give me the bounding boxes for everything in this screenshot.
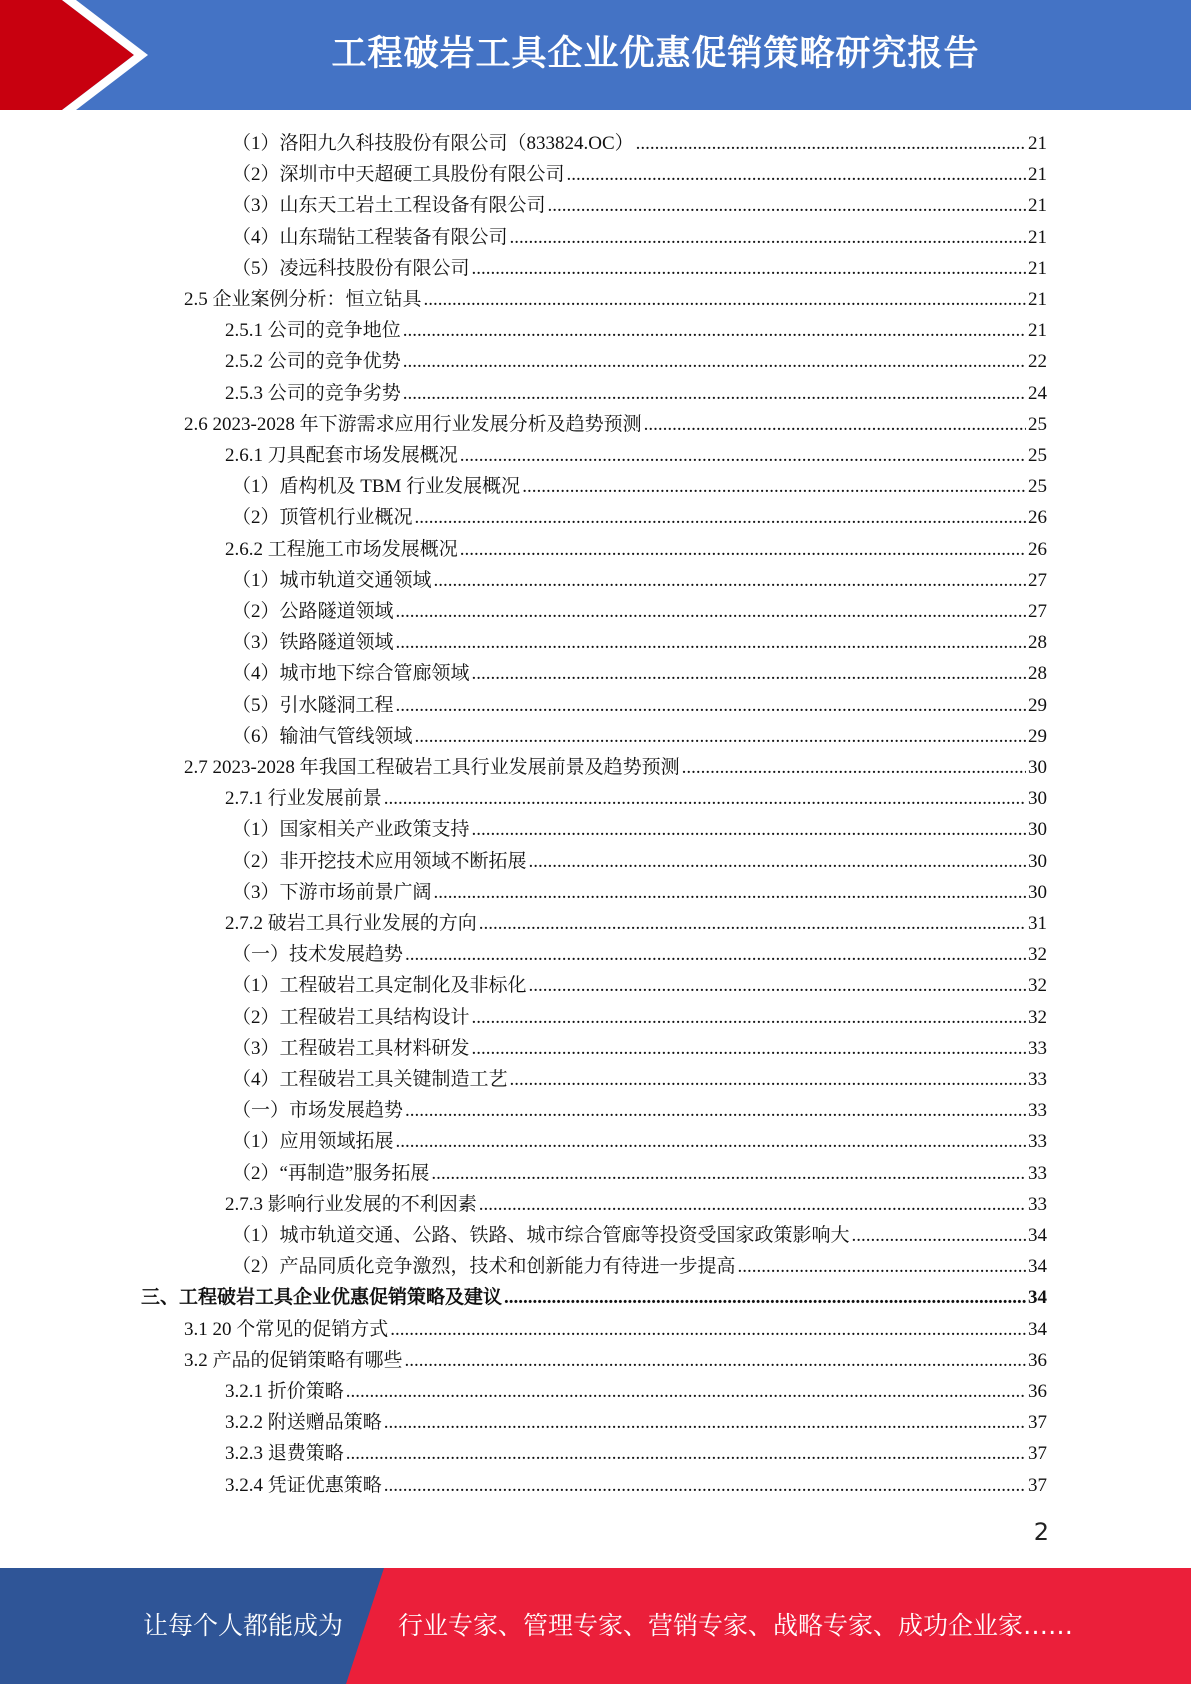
toc-entry-title: 2.6.2 工程施工市场发展概况	[225, 538, 458, 560]
toc-dot-leader	[384, 783, 1026, 814]
toc-dot-leader	[396, 690, 1026, 721]
toc-dot-leader	[415, 721, 1026, 752]
toc-entry-page: 36	[1028, 1349, 1047, 1371]
toc-dot-leader	[434, 565, 1026, 596]
toc-entry-page: 37	[1028, 1443, 1047, 1465]
toc-entry[interactable]	[184, 284, 1047, 315]
toc-entry[interactable]	[232, 253, 1047, 284]
toc-entry-title: 2.7.3 影响行业发展的不利因素	[225, 1193, 477, 1215]
toc-entry[interactable]	[184, 1345, 1047, 1376]
toc-entry-title: （2）公路隧道领域	[232, 601, 394, 622]
toc-dot-leader	[479, 908, 1026, 939]
toc-entry-page: 34	[1028, 1256, 1047, 1278]
toc-dot-leader	[403, 346, 1026, 377]
toc-entry[interactable]	[232, 159, 1047, 190]
toc-entry-page: 25	[1028, 413, 1047, 435]
toc-entry-title: 3.2.1 折价策略	[225, 1381, 344, 1402]
toc-entry-page: 30	[1028, 788, 1047, 810]
toc-entry-page: 30	[1028, 850, 1047, 872]
toc-entry-title: （3）工程破岩工具材料研发	[232, 1037, 470, 1059]
toc-dot-leader	[405, 1095, 1026, 1126]
toc-entry-title: （5）引水隧洞工程	[232, 694, 394, 716]
toc-entry-title: （2）产品同质化竞争激烈，技术和创新能力有待进一步提高	[232, 1256, 736, 1278]
toc-entry-title: （4）工程破岩工具关键制造工艺	[232, 1069, 508, 1090]
toc-entry-title: （1）城市轨道交通、公路、铁路、城市综合管廊等投资受国家政策影响大	[232, 1225, 850, 1246]
toc-dot-leader	[529, 970, 1026, 1001]
toc-entry-title: （4）山东瑞钻工程装备有限公司	[232, 226, 508, 248]
toc-dot-leader	[434, 877, 1026, 908]
toc-dot-leader	[405, 939, 1026, 970]
toc-entry[interactable]	[232, 721, 1047, 752]
toc-dot-leader	[403, 378, 1026, 409]
toc-entry-title: （1）工程破岩工具定制化及非标化	[232, 975, 527, 997]
toc-entry-page: 27	[1028, 569, 1047, 591]
toc-entry-page: 24	[1028, 382, 1047, 404]
toc-entry-page: 33	[1028, 1100, 1047, 1122]
toc-entry[interactable]	[232, 1095, 1047, 1126]
toc-entry-title: 三、工程破岩工具企业优惠促销策略及建议	[141, 1287, 503, 1309]
page-footer	[0, 1568, 1191, 1684]
toc-entry-title: 2.6 2023-2028 年下游需求应用行业发展分析及趋势预测	[184, 413, 642, 435]
page-header	[0, 0, 1191, 110]
toc-entry-page: 29	[1028, 694, 1047, 716]
toc-entry-page: 32	[1028, 944, 1047, 966]
toc-entry-title: （一）技术发展趋势	[232, 944, 404, 966]
toc-entry-title: （3）下游市场前景广阔	[232, 881, 432, 903]
toc-entry-title: 3.1 20 个常见的促销方式	[184, 1318, 389, 1340]
toc-dot-leader	[472, 814, 1026, 845]
toc-entry-title: 3.2.3 退费策略	[225, 1443, 344, 1465]
header-chevron-decoration	[0, 0, 160, 110]
toc-entry[interactable]	[232, 1002, 1047, 1033]
report-title: 工程破岩工具企业优惠促销策略研究报告	[331, 34, 980, 74]
toc-entry-page: 36	[1028, 1381, 1047, 1402]
toc-entry[interactable]	[225, 378, 1047, 409]
toc-entry-page: 33	[1028, 1131, 1047, 1153]
toc-entry-title: 2.5.2 公司的竞争优势	[225, 351, 401, 373]
toc-entry-page: 34	[1028, 1225, 1047, 1246]
toc-entry[interactable]	[232, 690, 1047, 721]
toc-entry[interactable]	[225, 440, 1047, 471]
toc-entry[interactable]	[225, 1189, 1047, 1220]
toc-entry-title: 2.5.3 公司的竞争劣势	[225, 382, 401, 404]
toc-dot-leader	[510, 1064, 1026, 1095]
toc-entry[interactable]	[225, 783, 1047, 814]
toc-entry[interactable]	[232, 658, 1047, 689]
toc-entry-page: 37	[1028, 1474, 1047, 1496]
toc-entry[interactable]	[232, 502, 1047, 533]
toc-entry-page: 32	[1028, 1006, 1047, 1028]
toc-entry-page: 21	[1028, 164, 1047, 186]
toc-entry-title: （5）凌远科技股份有限公司	[232, 257, 470, 279]
toc-entry[interactable]	[232, 846, 1047, 877]
toc-entry-title: 2.7 2023-2028 年我国工程破岩工具行业发展前景及趋势预测	[184, 757, 680, 778]
footer-slogan-right: 行业专家、管理专家、营销专家、战略专家、成功企业家……	[398, 1611, 1074, 1640]
page-number: 2	[1033, 1518, 1049, 1546]
toc-entry-page: 25	[1028, 476, 1047, 498]
toc-entry-title: （1）盾构机及 TBM 行业发展概况	[232, 476, 521, 498]
toc-entry[interactable]	[232, 1126, 1047, 1157]
toc-entry[interactable]	[232, 1251, 1047, 1282]
toc-entry-title: 3.2.4 凭证优惠策略	[225, 1474, 382, 1496]
toc-entry[interactable]	[232, 222, 1047, 253]
toc-dot-leader	[548, 190, 1026, 221]
toc-entry[interactable]	[232, 970, 1047, 1001]
toc-entry[interactable]	[184, 752, 1047, 783]
toc-dot-leader	[346, 1376, 1026, 1407]
toc-dot-leader	[424, 284, 1026, 315]
toc-entry-page: 30	[1028, 757, 1047, 778]
toc-dot-leader	[510, 222, 1026, 253]
toc-dot-leader	[431, 1158, 1026, 1189]
toc-entry-page: 30	[1028, 881, 1047, 903]
toc-dot-leader	[396, 627, 1026, 658]
toc-entry-title: （4）城市地下综合管廊领域	[232, 663, 470, 685]
toc-entry[interactable]	[225, 346, 1047, 377]
toc-dot-leader	[472, 1002, 1026, 1033]
toc-entry[interactable]	[232, 1158, 1047, 1189]
toc-entry-page: 37	[1028, 1412, 1047, 1434]
toc-entry-title: （3）山东天工岩土工程设备有限公司	[232, 195, 546, 217]
toc-entry[interactable]	[232, 1064, 1047, 1095]
toc-dot-leader	[472, 1033, 1026, 1064]
toc-entry-title: （1）城市轨道交通领域	[232, 569, 432, 591]
toc-dot-leader	[522, 471, 1026, 502]
toc-dot-leader	[384, 1407, 1026, 1438]
toc-entry[interactable]	[225, 1438, 1047, 1469]
toc-entry[interactable]	[225, 1407, 1047, 1438]
toc-entry[interactable]	[225, 534, 1047, 565]
toc-entry[interactable]	[232, 1033, 1047, 1064]
toc-entry-page: 28	[1028, 632, 1047, 654]
toc-dot-leader	[396, 596, 1026, 627]
toc-entry-title: 2.6.1 刀具配套市场发展概况	[225, 445, 458, 466]
toc-entry-page: 21	[1028, 226, 1047, 248]
toc-entry-title: （一）市场发展趋势	[232, 1100, 404, 1122]
toc-dot-leader	[636, 128, 1026, 159]
toc-entry-title: （1）国家相关产业政策支持	[232, 819, 470, 841]
toc-entry-title: （2）深圳市中天超硬工具股份有限公司	[232, 164, 565, 186]
toc-entry[interactable]	[232, 565, 1047, 596]
toc-entry[interactable]	[184, 409, 1047, 440]
toc-entry-title: 2.7.2 破岩工具行业发展的方向	[225, 913, 477, 934]
toc-entry-title: （1）洛阳九久科技股份有限公司（833824.OC）	[232, 133, 634, 154]
toc-dot-leader	[738, 1251, 1026, 1282]
toc-entry[interactable]	[225, 1376, 1047, 1407]
toc-dot-leader	[346, 1438, 1026, 1469]
toc-entry-page: 22	[1028, 351, 1047, 373]
toc-dot-leader	[479, 1189, 1026, 1220]
toc-entry-title: （3）铁路隧道领域	[232, 632, 394, 654]
toc-entry[interactable]	[225, 1470, 1047, 1501]
toc-entry-title: （2）工程破岩工具结构设计	[232, 1006, 470, 1028]
toc-dot-leader	[460, 440, 1026, 471]
toc-entry-page: 26	[1028, 538, 1047, 560]
toc-entry-page: 25	[1028, 445, 1047, 466]
toc-entry-title: 2.7.1 行业发展前景	[225, 788, 382, 810]
toc-dot-leader	[682, 752, 1026, 783]
toc-entry-title: （2）非开挖技术应用领域不断拓展	[232, 850, 527, 872]
toc-entry[interactable]	[232, 814, 1047, 845]
toc-entry-page: 33	[1028, 1162, 1047, 1184]
toc-dot-leader	[390, 1314, 1026, 1345]
toc-entry-page: 33	[1028, 1037, 1047, 1059]
toc-entry-page: 27	[1028, 601, 1047, 622]
toc-entry[interactable]	[225, 908, 1047, 939]
toc-entry-page: 31	[1028, 913, 1047, 934]
toc-dot-leader	[405, 1345, 1026, 1376]
toc-dot-leader	[396, 1126, 1026, 1157]
toc-dot-leader	[384, 1470, 1026, 1501]
toc-dot-leader	[472, 253, 1026, 284]
toc-entry-page: 28	[1028, 663, 1047, 685]
toc-dot-leader	[529, 846, 1026, 877]
toc-entry[interactable]	[232, 128, 1047, 159]
toc-dot-leader	[460, 534, 1026, 565]
toc-entry-page: 30	[1028, 819, 1047, 841]
footer-slogan-left: 让每个人都能成为	[143, 1611, 344, 1640]
toc-entry-page: 34	[1028, 1287, 1047, 1309]
toc-entry[interactable]	[232, 1220, 1047, 1251]
toc-entry[interactable]	[232, 471, 1047, 502]
toc-entry[interactable]	[141, 1282, 1047, 1313]
toc-entry-page: 21	[1028, 257, 1047, 279]
toc-entry-page: 33	[1028, 1069, 1047, 1090]
toc-dot-leader	[644, 409, 1026, 440]
toc-entry-page: 21	[1028, 195, 1047, 217]
toc-dot-leader	[504, 1282, 1026, 1313]
toc-entry-page: 26	[1028, 507, 1047, 529]
toc-entry[interactable]	[184, 1314, 1047, 1345]
toc-entry-page: 21	[1028, 289, 1047, 310]
toc-entry[interactable]	[232, 939, 1047, 970]
toc-entry-title: （6）输油气管线领域	[232, 725, 413, 747]
toc-entry-title: 3.2 产品的促销策略有哪些	[184, 1349, 403, 1371]
toc-entry-page: 33	[1028, 1193, 1047, 1215]
toc-entry-page: 29	[1028, 725, 1047, 747]
toc-entry[interactable]	[232, 877, 1047, 908]
toc-entry[interactable]	[232, 596, 1047, 627]
toc-entry-title: （2）“再制造”服务拓展	[232, 1162, 430, 1184]
toc-entry[interactable]	[232, 627, 1047, 658]
toc-entry-page: 34	[1028, 1318, 1047, 1340]
toc-dot-leader	[567, 159, 1026, 190]
toc-entry[interactable]	[232, 190, 1047, 221]
toc-entry-title: （2）顶管机行业概况	[232, 507, 413, 529]
toc-entry-title: 3.2.2 附送赠品策略	[225, 1412, 382, 1434]
toc-dot-leader	[415, 502, 1026, 533]
toc-entry-title: （1）应用领域拓展	[232, 1131, 394, 1153]
toc-entry-page: 21	[1028, 320, 1047, 342]
toc-entry-title: 2.5.1 公司的竞争地位	[225, 320, 401, 342]
toc-entry-page: 32	[1028, 975, 1047, 997]
toc-dot-leader	[472, 658, 1026, 689]
toc-dot-leader	[852, 1220, 1026, 1251]
toc-entry-page: 21	[1028, 133, 1047, 154]
toc-dot-leader	[403, 315, 1026, 346]
toc-entry-title: 2.5 企业案例分析：恒立钻具	[184, 289, 422, 310]
toc-entry[interactable]	[225, 315, 1047, 346]
